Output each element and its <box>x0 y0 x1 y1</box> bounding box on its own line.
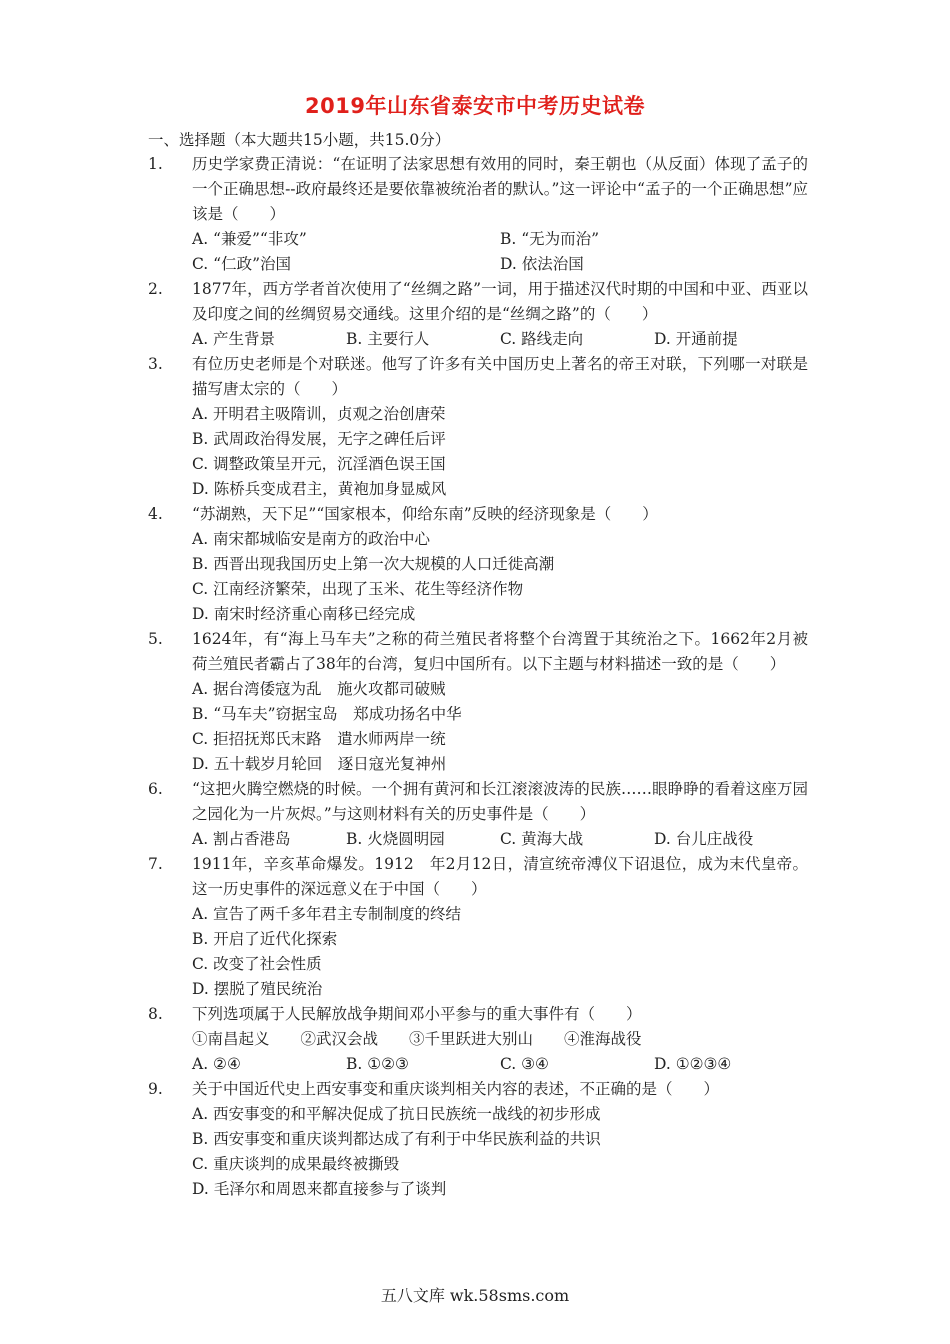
question-number: 9. <box>148 1080 163 1098</box>
option-b[interactable]: B. 西安事变和重庆谈判都达成了有利于中华民族利益的共识 <box>192 1130 601 1148</box>
section-heading: 一、选择题（本大题共15小题，共15.0分） <box>148 131 451 149</box>
option-c[interactable]: C. ③④ <box>500 1055 549 1073</box>
option-a[interactable]: A. 产生背景 <box>192 330 276 348</box>
option-c[interactable]: C. 重庆谈判的成果最终被撕毁 <box>192 1155 400 1173</box>
option-d[interactable]: D. ①②③④ <box>654 1055 732 1073</box>
option-b[interactable]: B. 武周政治得发展，无字之碑任后评 <box>192 430 446 448</box>
options-7 <box>192 902 808 1002</box>
question-number: 6. <box>148 780 163 798</box>
option-d[interactable]: D. 五十载岁月轮回 逐日寇光复神州 <box>192 755 447 773</box>
footer-watermark: 五八文库 wk.58sms.com <box>380 1286 570 1305</box>
question-2 <box>148 277 808 327</box>
option-b[interactable]: B. “马车夫”窃据宝岛 郑成功扬名中华 <box>192 705 462 723</box>
option-b[interactable]: B. 西晋出现我国历史上第一次大规模的人口迁徙高潮 <box>192 555 555 573</box>
question-stem: 下列选项属于人民解放战争期间邓小平参与的重大事件有（ ） <box>192 1005 642 1023</box>
option-b[interactable]: B. “无为而治” <box>500 230 600 248</box>
question-stem: 1877年，西方学者首次使用了“丝绸之路”一词，用于描述汉代时期的中国和中亚、西亚以及印度之间的丝绸贸易交通线。这里介绍的是“丝绸之路”的（ ） <box>192 280 808 323</box>
question-number: 4. <box>148 505 163 523</box>
option-a[interactable]: A. 南宋都城临安是南方的政治中心 <box>192 530 431 548</box>
options-8 <box>192 1027 808 1077</box>
options-6 <box>192 827 808 852</box>
option-c[interactable]: C. “仁政”治国 <box>192 255 292 273</box>
question-7 <box>148 852 808 902</box>
option-d[interactable]: D. 台儿庄战役 <box>654 830 754 848</box>
option-a[interactable]: A. 据台湾倭寇为乱 施火攻都司破贼 <box>192 680 446 698</box>
option-d[interactable]: D. 毛泽尔和周恩来都直接参与了谈判 <box>192 1180 447 1198</box>
options-4 <box>192 527 808 627</box>
question-number: 8. <box>148 1005 163 1023</box>
question-stem: 1624年，有“海上马车夫”之称的荷兰殖民者将整个台湾置于其统治之下。1662年2月被荷兰殖民者霸占了38年的台湾，复归中国所有。以下主题与材料描述一致的是（ ） <box>192 630 808 673</box>
question-stem: 历史学家费正清说：“在证明了法家思想有效用的同时，秦王朝也（从反面）体现了孟子的一个正确思想--政府最终还是要依靠被统治者的默认。”这一评论中“孟子的一个正确思想”应该是（ ） <box>192 155 808 223</box>
question-number: 5. <box>148 630 163 648</box>
option-c[interactable]: C. 调整政策呈开元，沉淫酒色误王国 <box>192 455 446 473</box>
numbered-items: ①南昌起义 ②武汉会战 ③千里跃进大别山 ④淮海战役 <box>192 1030 642 1048</box>
option-c[interactable]: C. 改变了社会性质 <box>192 955 322 973</box>
option-a[interactable]: A. 割占香港岛 <box>192 830 291 848</box>
option-d[interactable]: D. 陈桥兵变成君主，黄袍加身显威风 <box>192 480 447 498</box>
options-3 <box>192 402 808 502</box>
option-d[interactable]: D. 依法治国 <box>500 255 584 273</box>
option-d[interactable]: D. 开通前提 <box>654 330 738 348</box>
option-c[interactable]: C. 路线走向 <box>500 330 584 348</box>
options-9 <box>192 1102 808 1202</box>
question-number: 7. <box>148 855 163 873</box>
option-d[interactable]: D. 摆脱了殖民统治 <box>192 980 323 998</box>
option-b[interactable]: B. ①②③ <box>346 1055 409 1073</box>
option-b[interactable]: B. 主要行人 <box>346 330 430 348</box>
option-c[interactable]: C. 江南经济繁荣，出现了玉米、花生等经济作物 <box>192 580 524 598</box>
options-1 <box>192 227 808 277</box>
question-4 <box>148 502 808 527</box>
question-number: 2. <box>148 280 163 298</box>
option-b[interactable]: B. 开启了近代化探索 <box>192 930 338 948</box>
options-5 <box>192 677 808 777</box>
question-9 <box>148 1077 808 1102</box>
question-stem: 有位历史老师是个对联迷。他写了许多有关中国历史上著名的帝王对联，下列哪一对联是描写唐太宗的（ ） <box>192 355 808 398</box>
option-d[interactable]: D. 南宋时经济重心南移已经完成 <box>192 605 416 623</box>
question-6 <box>148 777 808 827</box>
question-number: 1. <box>148 155 163 173</box>
options-2 <box>192 327 808 352</box>
option-a[interactable]: A. 开明君主吸隋训，贞观之治创唐荣 <box>192 405 446 423</box>
question-stem: “苏湖熟，天下足”“国家根本，仰给东南”反映的经济现象是（ ） <box>192 505 658 523</box>
option-c[interactable]: C. 黄海大战 <box>500 830 584 848</box>
question-list <box>148 152 808 1202</box>
option-a[interactable]: A. ②④ <box>192 1055 241 1073</box>
question-stem: “这把火腾空燃烧的时候。一个拥有黄河和长江滚滚波涛的民族……眼睁睁的看着这座万园之园化为一片灰烬。”与这则材料有关的历史事件是（ ） <box>192 780 808 823</box>
option-a[interactable]: A. 宣告了两千多年君主专制制度的终结 <box>192 905 462 923</box>
question-stem: 关于中国近代史上西安事变和重庆谈判相关内容的表述，不正确的是（ ） <box>192 1080 720 1098</box>
question-3 <box>148 352 808 402</box>
question-1 <box>148 152 808 227</box>
question-number: 3. <box>148 355 163 373</box>
question-8 <box>148 1002 808 1027</box>
question-5 <box>148 627 808 677</box>
page-title: 2019年山东省泰安市中考历史试卷 <box>305 94 645 118</box>
option-a[interactable]: A. 西安事变的和平解决促成了抗日民族统一战线的初步形成 <box>192 1105 601 1123</box>
option-b[interactable]: B. 火烧圆明园 <box>346 830 445 848</box>
question-stem: 1911年，辛亥革命爆发。1912 年2月12日，清宣统帝溥仪下诏退位，成为末代皇帝。这一历史事件的深远意义在于中国（ ） <box>192 855 808 898</box>
option-a[interactable]: A. “兼爱”“非攻” <box>192 230 307 248</box>
option-c[interactable]: C. 拒招抚郑氏末路 遣水师两岸一统 <box>192 730 446 748</box>
